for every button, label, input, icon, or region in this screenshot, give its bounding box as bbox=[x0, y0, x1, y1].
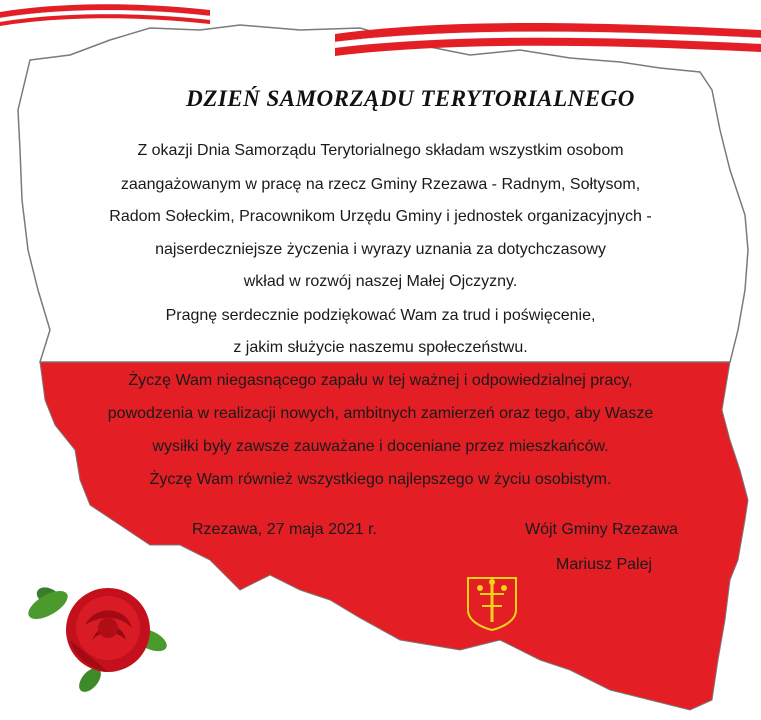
greeting-line: zaangażowanym w pracę na rzecz Gminy Rzezawa - Radnym, Sołtysom, bbox=[120, 176, 641, 193]
page-title: DZIEŃ SAMORZĄDU TERYTORIALNEGO bbox=[186, 86, 635, 111]
coat-of-arms-icon bbox=[468, 578, 516, 630]
greeting-line: Życzę Wam niegasnącego zapału w tej ważnej i odpowiedzialnej pracy, bbox=[128, 372, 633, 389]
signatory-name: Mariusz Palej bbox=[556, 556, 653, 573]
greeting-line: wysiłki były zawsze zauważane i doceniane przez mieszkańców. bbox=[152, 438, 609, 455]
greeting-line: powodzenia w realizacji nowych, ambitnych zamierzeń oraz tego, aby Wasze bbox=[107, 405, 654, 422]
greeting-line: Radom Sołeckim, Pracownikom Urzędu Gminy i jednostek organizacyjnych - bbox=[109, 208, 652, 225]
greeting-line: najserdeczniejsze życzenia i wyrazy uznania za dotychczasowy bbox=[155, 241, 606, 258]
greeting-line: wkład w rozwój naszej Małej Ojczyzny. bbox=[243, 273, 518, 290]
place-date: Rzezawa, 27 maja 2021 r. bbox=[192, 521, 377, 538]
greeting-line: z jakim służycie naszemu społeczeństwu. bbox=[233, 339, 528, 356]
greeting-line: Pragnę serdecznie podziękować Wam za trud i poświęcenie, bbox=[165, 307, 596, 324]
signatory-title: Wójt Gminy Rzezawa bbox=[525, 521, 678, 538]
flag-ribbon-icon bbox=[0, 4, 210, 26]
greeting-line: Z okazji Dnia Samorządu Terytorialnego składam wszystkim osobom bbox=[137, 142, 624, 159]
greeting-line: Życzę Wam również wszystkiego najlepszego w życiu osobistym. bbox=[149, 471, 612, 488]
rose-icon bbox=[24, 585, 170, 696]
